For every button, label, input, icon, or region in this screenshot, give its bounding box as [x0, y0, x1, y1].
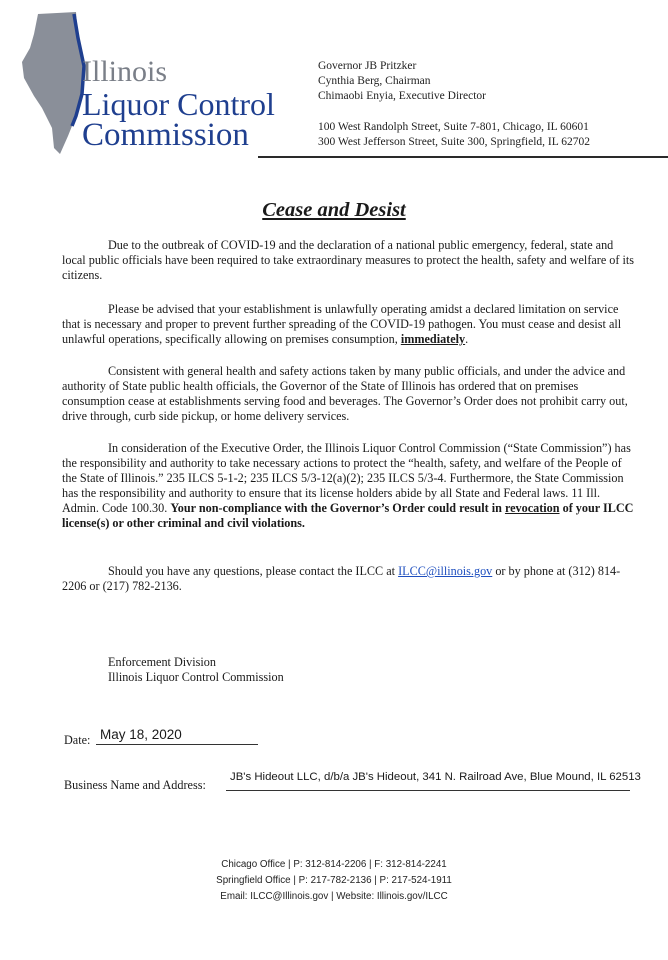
business-underline [226, 790, 630, 791]
logo-text-illinois: Illinois [82, 55, 168, 88]
p4-warning-1: Your non-compliance with the Governor’s Order could result in [170, 501, 505, 515]
illinois-map-logo-icon [18, 8, 90, 158]
signature-division: Enforcement Division [108, 655, 216, 669]
document-title: Cease and Desist [262, 199, 406, 221]
logo-text-commission: Commission [82, 117, 249, 153]
signature-commission: Illinois Liquor Control Commission [108, 670, 284, 684]
header-address-chicago: 100 West Randolph Street, Suite 7-801, Chicago, IL 60601 [318, 121, 589, 133]
immediately-emphasis: immediately [400, 332, 466, 346]
paragraph-contact [62, 564, 637, 594]
paragraph-executive-order [62, 441, 637, 531]
header-officials [318, 59, 486, 104]
p2-end: . [465, 332, 469, 346]
header-divider [258, 156, 668, 158]
paragraph-unlawful-operation [62, 302, 637, 347]
header-chairman: Cynthia Berg, Chairman [318, 75, 431, 87]
p2-text: Please be advised that your establishment is unlawfully operating amidst a declared limitation on service that is necessary and proper to prevent further spreading of the COVID-19 pathogen. You must cease and desist all unlawful operations, specifically allowing on premises consumption, [62, 302, 622, 346]
p4-text: In consideration of the Executive Order, the Illinois Liquor Control Commission (“State Commission”) has the responsibility and authority to take necessary actions to protect the “health, safety, and welfare of the People of the State of Illinois.” 235 ILCS 5-1-2; 235 ILCS 5/3-12(a)(2); 235 ILCS 5/3-4. Furthermore, the State Commission has the responsibility and authority to ensure that its license holders abide by all State and Federal laws. 11 Ill. Admin. Code 100.30. [62, 441, 631, 515]
revocation-emphasis: revocation [504, 501, 560, 515]
ilcc-email-link[interactable]: ILCC@illinois.gov [398, 564, 493, 578]
date-value: May 18, 2020 [100, 727, 182, 742]
date-label: Date: [64, 733, 91, 747]
paragraph-governor-order: Consistent with general health and safety actions taken by many public officials, and under the advice and authority of State public health officials, the Governor of the State of Illinois has ordered that on premises consumption cease at establishments serving food and beverages. The Governor’s Order does not prohibit carry out, drive through, curb side pickup, or home delivery services. [62, 364, 628, 423]
business-name-label: Business Name and Address: [64, 778, 206, 792]
footer-email-website: Email: ILCC@Illinois.gov | Website: Illinois.gov/ILCC [220, 891, 448, 902]
p5-text-end: or by phone at (312) 814-2206 or (217) 782-2136. [62, 564, 621, 593]
business-name-value: JB's Hideout LLC, d/b/a JB's Hideout, 341 N. Railroad Ave, Blue Mound, IL 62513 [230, 771, 641, 783]
logo-text-liquor-control: Liquor Control [82, 86, 275, 122]
footer-springfield-office: Springfield Office | P: 217-782-2136 | P: 217-524-1911 [216, 875, 452, 886]
date-underline [96, 744, 258, 745]
footer-chicago-office: Chicago Office | P: 312-814-2206 | F: 312-814-2241 [221, 859, 447, 870]
p4-warning-2: of your ILCC license(s) or other criminal and civil violations. [62, 501, 634, 530]
header-director: Chimaobi Enyia, Executive Director [318, 90, 486, 102]
header-address-springfield: 300 West Jefferson Street, Suite 300, Springfield, IL 62702 [318, 136, 590, 148]
header-governor: Governor JB Pritzker [318, 60, 417, 72]
header-addresses [318, 120, 590, 150]
p5-text-start: Should you have any questions, please contact the ILCC at [108, 564, 399, 578]
paragraph-covid-outbreak: Due to the outbreak of COVID-19 and the declaration of a national public emergency, federal, state and local public officials have been required to take extraordinary measures to protect the health, safety and welfare of its citizens. [62, 238, 635, 282]
